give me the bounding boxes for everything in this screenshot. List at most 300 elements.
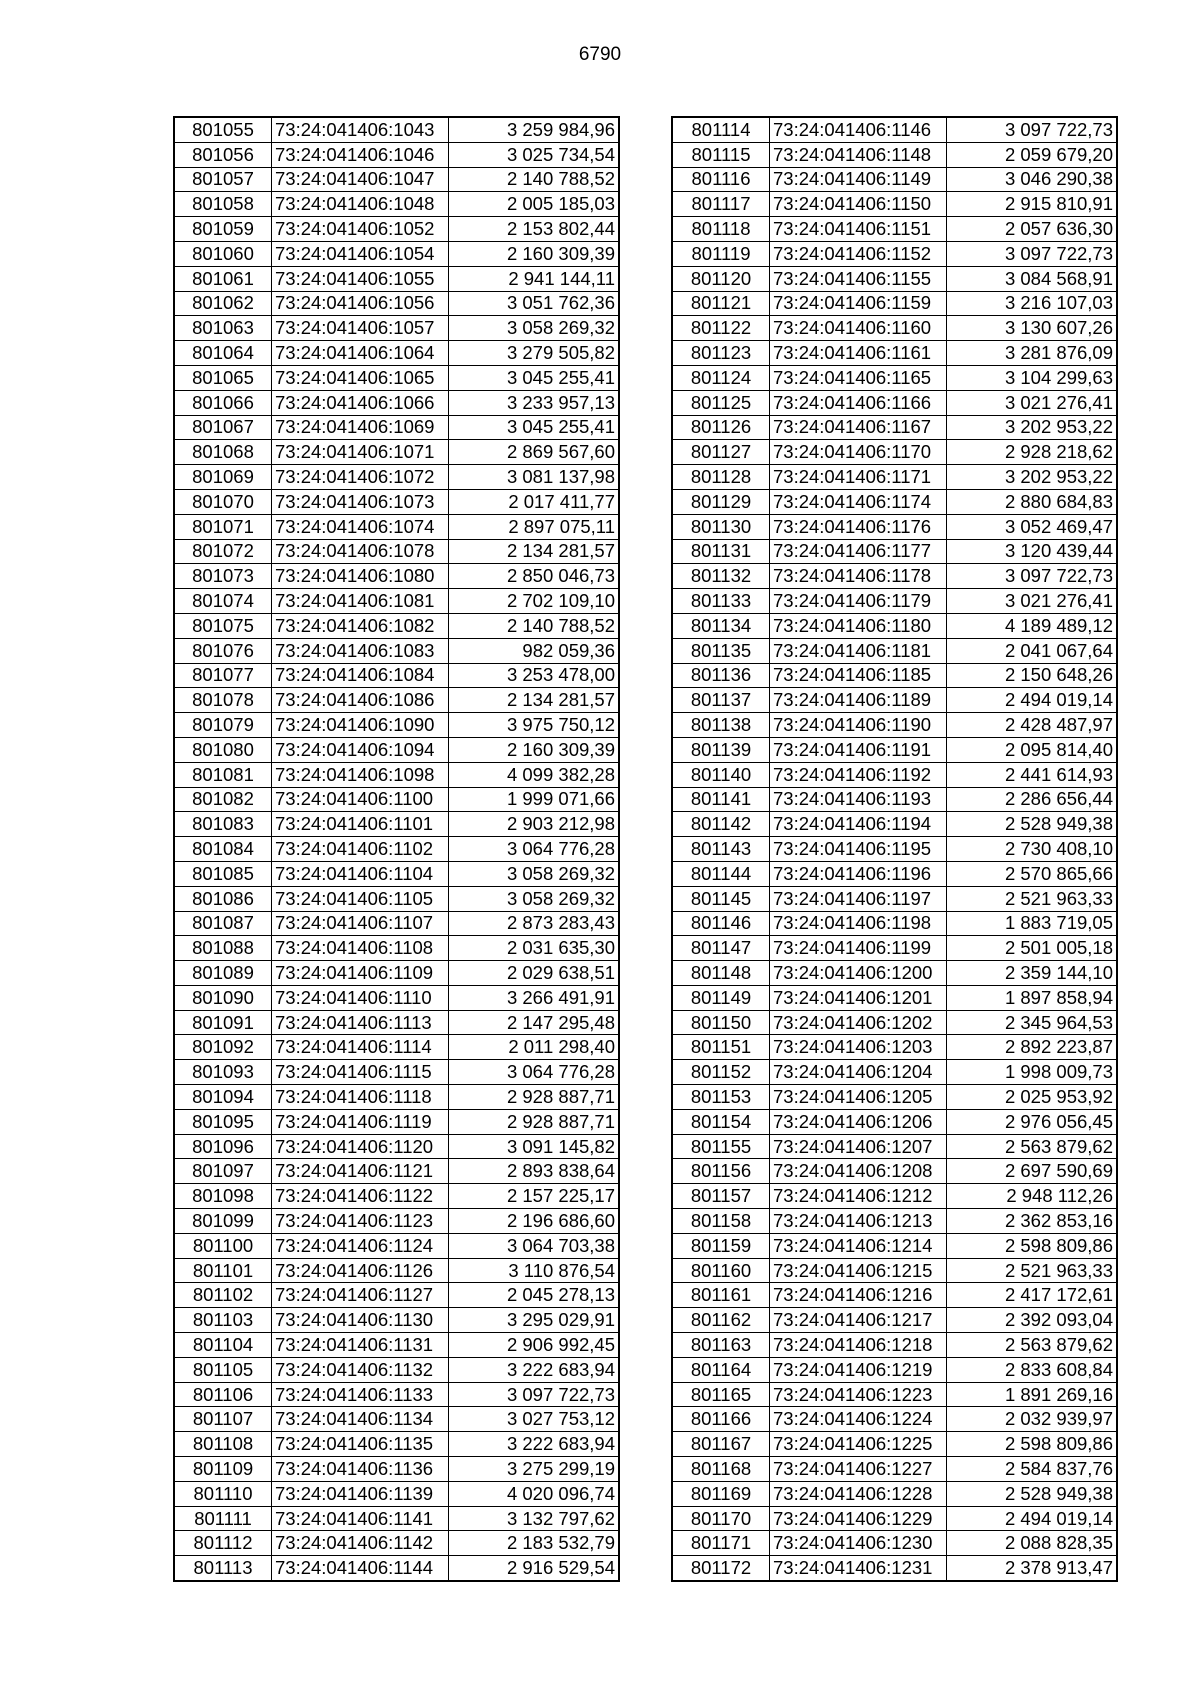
value-cell: 2 897 075,11 (449, 514, 620, 539)
table-row (174, 241, 619, 266)
table-row (672, 291, 1117, 316)
cadastral-number-cell: 73:24:041406:1133 (272, 1382, 449, 1407)
table-row (672, 713, 1117, 738)
row-number-cell: 801092 (174, 1035, 272, 1060)
value-cell: 2 976 056,45 (947, 1109, 1118, 1134)
cadastral-number-cell: 73:24:041406:1218 (770, 1333, 947, 1358)
value-cell: 3 295 029,91 (449, 1308, 620, 1333)
row-number-cell: 801137 (672, 688, 770, 713)
table-row (174, 489, 619, 514)
value-cell: 3 132 797,62 (449, 1506, 620, 1531)
cadastral-number-cell: 73:24:041406:1065 (272, 365, 449, 390)
table-row (174, 341, 619, 366)
value-cell: 3 081 137,98 (449, 465, 620, 490)
row-number-cell: 801068 (174, 440, 272, 465)
table-row (174, 142, 619, 167)
cadastral-number-cell: 73:24:041406:1141 (272, 1506, 449, 1531)
row-number-cell: 801121 (672, 291, 770, 316)
row-number-cell: 801161 (672, 1283, 770, 1308)
value-cell: 2 147 295,48 (449, 1010, 620, 1035)
cadastral-number-cell: 73:24:041406:1082 (272, 613, 449, 638)
cadastral-number-cell: 73:24:041406:1231 (770, 1556, 947, 1581)
table-row (174, 192, 619, 217)
value-cell: 3 266 491,91 (449, 985, 620, 1010)
row-number-cell: 801100 (174, 1233, 272, 1258)
value-cell: 2 095 814,40 (947, 737, 1118, 762)
row-number-cell: 801165 (672, 1382, 770, 1407)
row-number-cell: 801115 (672, 142, 770, 167)
table-row (174, 1556, 619, 1581)
value-cell: 3 216 107,03 (947, 291, 1118, 316)
row-number-cell: 801141 (672, 787, 770, 812)
cadastral-number-cell: 73:24:041406:1229 (770, 1506, 947, 1531)
table-row (174, 961, 619, 986)
cadastral-number-cell: 73:24:041406:1072 (272, 465, 449, 490)
table-row (174, 589, 619, 614)
value-cell: 2 031 635,30 (449, 936, 620, 961)
table-row (174, 117, 619, 142)
row-number-cell: 801064 (174, 341, 272, 366)
row-number-cell: 801105 (174, 1357, 272, 1382)
value-cell: 982 059,36 (449, 638, 620, 663)
row-number-cell: 801078 (174, 688, 272, 713)
value-cell: 3 084 568,91 (947, 266, 1118, 291)
row-number-cell: 801107 (174, 1407, 272, 1432)
row-number-cell: 801119 (672, 241, 770, 266)
value-cell: 3 097 722,73 (947, 241, 1118, 266)
row-number-cell: 801116 (672, 167, 770, 192)
table-row (174, 1060, 619, 1085)
row-number-cell: 801159 (672, 1233, 770, 1258)
row-number-cell: 801082 (174, 787, 272, 812)
table-row (672, 465, 1117, 490)
cadastral-number-cell: 73:24:041406:1064 (272, 341, 449, 366)
cadastral-number-cell: 73:24:041406:1201 (770, 985, 947, 1010)
table-row (174, 1258, 619, 1283)
table-row (174, 1233, 619, 1258)
table-row (672, 415, 1117, 440)
row-number-cell: 801130 (672, 514, 770, 539)
value-cell: 3 021 276,41 (947, 390, 1118, 415)
table-row (174, 514, 619, 539)
value-cell: 2 928 887,71 (449, 1085, 620, 1110)
table-row (672, 1184, 1117, 1209)
table-row (174, 787, 619, 812)
row-number-cell: 801055 (174, 117, 272, 142)
value-cell: 2 045 278,13 (449, 1283, 620, 1308)
value-cell: 2 196 686,60 (449, 1209, 620, 1234)
row-number-cell: 801071 (174, 514, 272, 539)
table-row (672, 1159, 1117, 1184)
cadastral-number-cell: 73:24:041406:1149 (770, 167, 947, 192)
row-number-cell: 801117 (672, 192, 770, 217)
value-cell: 2 521 963,33 (947, 886, 1118, 911)
table-row (672, 861, 1117, 886)
table-row (672, 1010, 1117, 1035)
cadastral-number-cell: 73:24:041406:1193 (770, 787, 947, 812)
table-row (672, 985, 1117, 1010)
row-number-cell: 801110 (174, 1481, 272, 1506)
row-number-cell: 801113 (174, 1556, 272, 1581)
row-number-cell: 801111 (174, 1506, 272, 1531)
cadastral-number-cell: 73:24:041406:1069 (272, 415, 449, 440)
cadastral-number-cell: 73:24:041406:1113 (272, 1010, 449, 1035)
table-row (672, 1357, 1117, 1382)
value-cell: 3 130 607,26 (947, 316, 1118, 341)
table-row (174, 737, 619, 762)
row-number-cell: 801058 (174, 192, 272, 217)
cadastral-number-cell: 73:24:041406:1105 (272, 886, 449, 911)
table-row (672, 762, 1117, 787)
table-row (174, 1010, 619, 1035)
row-number-cell: 801160 (672, 1258, 770, 1283)
row-number-cell: 801124 (672, 365, 770, 390)
cadastral-number-cell: 73:24:041406:1120 (272, 1134, 449, 1159)
value-cell: 2 183 532,79 (449, 1531, 620, 1556)
value-cell: 3 058 269,32 (449, 886, 620, 911)
cadastral-number-cell: 73:24:041406:1090 (272, 713, 449, 738)
row-number-cell: 801090 (174, 985, 272, 1010)
value-cell: 2 928 218,62 (947, 440, 1118, 465)
row-number-cell: 801070 (174, 489, 272, 514)
row-number-cell: 801057 (174, 167, 272, 192)
cadastral-number-cell: 73:24:041406:1098 (272, 762, 449, 787)
value-cell: 3 097 722,73 (947, 564, 1118, 589)
value-cell: 3 064 776,28 (449, 1060, 620, 1085)
value-cell: 3 021 276,41 (947, 589, 1118, 614)
row-number-cell: 801091 (174, 1010, 272, 1035)
value-cell: 2 948 112,26 (947, 1184, 1118, 1209)
table-row (174, 1333, 619, 1358)
row-number-cell: 801077 (174, 663, 272, 688)
value-cell: 2 893 838,64 (449, 1159, 620, 1184)
table-row (672, 1035, 1117, 1060)
cadastral-number-cell: 73:24:041406:1110 (272, 985, 449, 1010)
cadastral-number-cell: 73:24:041406:1046 (272, 142, 449, 167)
table-row (174, 1457, 619, 1482)
row-number-cell: 801154 (672, 1109, 770, 1134)
cadastral-number-cell: 73:24:041406:1104 (272, 861, 449, 886)
cadastral-number-cell: 73:24:041406:1109 (272, 961, 449, 986)
table-row (672, 117, 1117, 142)
cadastral-number-cell: 73:24:041406:1165 (770, 365, 947, 390)
cadastral-number-cell: 73:24:041406:1100 (272, 787, 449, 812)
row-number-cell: 801076 (174, 638, 272, 663)
row-number-cell: 801167 (672, 1432, 770, 1457)
row-number-cell: 801067 (174, 415, 272, 440)
value-cell: 1 883 719,05 (947, 911, 1118, 936)
row-number-cell: 801081 (174, 762, 272, 787)
cadastral-number-cell: 73:24:041406:1080 (272, 564, 449, 589)
cadastral-number-cell: 73:24:041406:1071 (272, 440, 449, 465)
row-number-cell: 801136 (672, 663, 770, 688)
row-number-cell: 801072 (174, 539, 272, 564)
table-row (174, 985, 619, 1010)
cadastral-number-cell: 73:24:041406:1228 (770, 1481, 947, 1506)
cadastral-number-cell: 73:24:041406:1107 (272, 911, 449, 936)
row-number-cell: 801066 (174, 390, 272, 415)
value-cell: 2 915 810,91 (947, 192, 1118, 217)
table-row (672, 837, 1117, 862)
value-cell: 2 730 408,10 (947, 837, 1118, 862)
table-row (174, 663, 619, 688)
row-number-cell: 801135 (672, 638, 770, 663)
value-cell: 2 869 567,60 (449, 440, 620, 465)
cadastral-number-cell: 73:24:041406:1148 (770, 142, 947, 167)
value-cell: 2 041 067,64 (947, 638, 1118, 663)
cadastral-number-cell: 73:24:041406:1178 (770, 564, 947, 589)
cadastral-number-cell: 73:24:041406:1081 (272, 589, 449, 614)
row-number-cell: 801061 (174, 266, 272, 291)
row-number-cell: 801140 (672, 762, 770, 787)
value-cell: 2 345 964,53 (947, 1010, 1118, 1035)
table-row (174, 812, 619, 837)
cadastral-number-cell: 73:24:041406:1144 (272, 1556, 449, 1581)
value-cell: 2 088 828,35 (947, 1531, 1118, 1556)
cadastral-number-cell: 73:24:041406:1171 (770, 465, 947, 490)
cadastral-number-cell: 73:24:041406:1206 (770, 1109, 947, 1134)
table-row (672, 192, 1117, 217)
table-row (672, 961, 1117, 986)
value-cell: 2 017 411,77 (449, 489, 620, 514)
cadastral-number-cell: 73:24:041406:1215 (770, 1258, 947, 1283)
cadastral-number-cell: 73:24:041406:1142 (272, 1531, 449, 1556)
value-cell: 2 880 684,83 (947, 489, 1118, 514)
cadastral-number-cell: 73:24:041406:1230 (770, 1531, 947, 1556)
value-cell: 4 020 096,74 (449, 1481, 620, 1506)
cadastral-number-cell: 73:24:041406:1131 (272, 1333, 449, 1358)
cadastral-number-cell: 73:24:041406:1124 (272, 1233, 449, 1258)
row-number-cell: 801145 (672, 886, 770, 911)
cadastral-number-cell: 73:24:041406:1185 (770, 663, 947, 688)
value-cell: 2 441 614,93 (947, 762, 1118, 787)
row-number-cell: 801098 (174, 1184, 272, 1209)
value-cell: 2 025 953,92 (947, 1085, 1118, 1110)
row-number-cell: 801089 (174, 961, 272, 986)
value-cell: 3 027 753,12 (449, 1407, 620, 1432)
table-row (174, 217, 619, 242)
cadastral-number-cell: 73:24:041406:1057 (272, 316, 449, 341)
row-number-cell: 801056 (174, 142, 272, 167)
data-table-right (671, 116, 1118, 1582)
row-number-cell: 801133 (672, 589, 770, 614)
row-number-cell: 801096 (174, 1134, 272, 1159)
table-row (672, 1060, 1117, 1085)
row-number-cell: 801139 (672, 737, 770, 762)
value-cell: 2 150 648,26 (947, 663, 1118, 688)
cadastral-number-cell: 73:24:041406:1084 (272, 663, 449, 688)
cadastral-number-cell: 73:24:041406:1189 (770, 688, 947, 713)
value-cell: 2 428 487,97 (947, 713, 1118, 738)
value-cell: 2 153 802,44 (449, 217, 620, 242)
table-row (174, 167, 619, 192)
value-cell: 2 140 788,52 (449, 613, 620, 638)
table-row (672, 737, 1117, 762)
value-cell: 2 378 913,47 (947, 1556, 1118, 1581)
value-cell: 2 134 281,57 (449, 539, 620, 564)
cadastral-number-cell: 73:24:041406:1083 (272, 638, 449, 663)
value-cell: 2 521 963,33 (947, 1258, 1118, 1283)
cadastral-number-cell: 73:24:041406:1115 (272, 1060, 449, 1085)
row-number-cell: 801118 (672, 217, 770, 242)
page-number: 6790 (578, 44, 622, 65)
table-row (672, 316, 1117, 341)
cadastral-number-cell: 73:24:041406:1102 (272, 837, 449, 862)
row-number-cell: 801084 (174, 837, 272, 862)
cadastral-number-cell: 73:24:041406:1159 (770, 291, 947, 316)
value-cell: 2 528 949,38 (947, 812, 1118, 837)
table-row (672, 886, 1117, 911)
value-cell: 3 097 722,73 (449, 1382, 620, 1407)
cadastral-number-cell: 73:24:041406:1108 (272, 936, 449, 961)
value-cell: 2 941 144,11 (449, 266, 620, 291)
value-cell: 3 253 478,00 (449, 663, 620, 688)
value-cell: 3 202 953,22 (947, 465, 1118, 490)
cadastral-number-cell: 73:24:041406:1121 (272, 1159, 449, 1184)
cadastral-number-cell: 73:24:041406:1179 (770, 589, 947, 614)
row-number-cell: 801123 (672, 341, 770, 366)
cadastral-number-cell: 73:24:041406:1119 (272, 1109, 449, 1134)
table-row (174, 564, 619, 589)
cadastral-number-cell: 73:24:041406:1073 (272, 489, 449, 514)
table-row (174, 638, 619, 663)
value-cell: 3 279 505,82 (449, 341, 620, 366)
table-row (672, 1481, 1117, 1506)
table-row (174, 886, 619, 911)
table-row (672, 217, 1117, 242)
value-cell: 3 091 145,82 (449, 1134, 620, 1159)
cadastral-number-cell: 73:24:041406:1219 (770, 1357, 947, 1382)
table-row (174, 837, 619, 862)
table-row (174, 1109, 619, 1134)
value-cell: 2 903 212,98 (449, 812, 620, 837)
cadastral-number-cell: 73:24:041406:1217 (770, 1308, 947, 1333)
row-number-cell: 801085 (174, 861, 272, 886)
value-cell: 2 005 185,03 (449, 192, 620, 217)
cadastral-number-cell: 73:24:041406:1198 (770, 911, 947, 936)
table-row (174, 266, 619, 291)
cadastral-number-cell: 73:24:041406:1174 (770, 489, 947, 514)
cadastral-number-cell: 73:24:041406:1177 (770, 539, 947, 564)
cadastral-number-cell: 73:24:041406:1216 (770, 1283, 947, 1308)
value-cell: 2 584 837,76 (947, 1457, 1118, 1482)
table-row (174, 1283, 619, 1308)
row-number-cell: 801079 (174, 713, 272, 738)
table-row (672, 589, 1117, 614)
row-number-cell: 801069 (174, 465, 272, 490)
table-row (672, 1531, 1117, 1556)
cadastral-number-cell: 73:24:041406:1181 (770, 638, 947, 663)
value-cell: 2 528 949,38 (947, 1481, 1118, 1506)
value-cell: 1 891 269,16 (947, 1382, 1118, 1407)
table-row (174, 1184, 619, 1209)
value-cell: 2 286 656,44 (947, 787, 1118, 812)
cadastral-number-cell: 73:24:041406:1152 (770, 241, 947, 266)
value-cell: 2 598 809,86 (947, 1233, 1118, 1258)
value-cell: 3 222 683,94 (449, 1432, 620, 1457)
table-row (174, 1134, 619, 1159)
row-number-cell: 801163 (672, 1333, 770, 1358)
value-cell: 2 417 172,61 (947, 1283, 1118, 1308)
table-row (174, 291, 619, 316)
row-number-cell: 801148 (672, 961, 770, 986)
table-row (672, 812, 1117, 837)
table-row (672, 142, 1117, 167)
value-cell: 3 058 269,32 (449, 861, 620, 886)
cadastral-number-cell: 73:24:041406:1196 (770, 861, 947, 886)
row-number-cell: 801152 (672, 1060, 770, 1085)
value-cell: 2 157 225,17 (449, 1184, 620, 1209)
cadastral-number-cell: 73:24:041406:1192 (770, 762, 947, 787)
cadastral-number-cell: 73:24:041406:1214 (770, 1233, 947, 1258)
row-number-cell: 801157 (672, 1184, 770, 1209)
row-number-cell: 801095 (174, 1109, 272, 1134)
table-row (174, 365, 619, 390)
value-cell: 2 833 608,84 (947, 1357, 1118, 1382)
table-row (174, 539, 619, 564)
value-cell: 2 501 005,18 (947, 936, 1118, 961)
value-cell: 2 392 093,04 (947, 1308, 1118, 1333)
row-number-cell: 801134 (672, 613, 770, 638)
value-cell: 3 120 439,44 (947, 539, 1118, 564)
table-row (672, 1333, 1117, 1358)
value-cell: 2 362 853,16 (947, 1209, 1118, 1234)
cadastral-number-cell: 73:24:041406:1135 (272, 1432, 449, 1457)
value-cell: 3 202 953,22 (947, 415, 1118, 440)
table-row (672, 613, 1117, 638)
cadastral-number-cell: 73:24:041406:1204 (770, 1060, 947, 1085)
row-number-cell: 801153 (672, 1085, 770, 1110)
cadastral-number-cell: 73:24:041406:1132 (272, 1357, 449, 1382)
table-row (174, 1531, 619, 1556)
row-number-cell: 801143 (672, 837, 770, 862)
table-row (174, 465, 619, 490)
value-cell: 1 999 071,66 (449, 787, 620, 812)
row-number-cell: 801112 (174, 1531, 272, 1556)
table-row (672, 638, 1117, 663)
table-row (672, 167, 1117, 192)
table-row (672, 564, 1117, 589)
value-cell: 3 064 703,38 (449, 1233, 620, 1258)
row-number-cell: 801074 (174, 589, 272, 614)
value-cell: 2 011 298,40 (449, 1035, 620, 1060)
value-cell: 2 494 019,14 (947, 1506, 1118, 1531)
row-number-cell: 801087 (174, 911, 272, 936)
table-row (672, 440, 1117, 465)
row-number-cell: 801114 (672, 117, 770, 142)
value-cell: 3 275 299,19 (449, 1457, 620, 1482)
cadastral-number-cell: 73:24:041406:1151 (770, 217, 947, 242)
table-row (672, 688, 1117, 713)
table-row (672, 1209, 1117, 1234)
cadastral-number-cell: 73:24:041406:1200 (770, 961, 947, 986)
value-cell: 4 189 489,12 (947, 613, 1118, 638)
row-number-cell: 801171 (672, 1531, 770, 1556)
row-number-cell: 801059 (174, 217, 272, 242)
value-cell: 2 928 887,71 (449, 1109, 620, 1134)
table-row (174, 1481, 619, 1506)
table-row (174, 1159, 619, 1184)
value-cell: 2 892 223,87 (947, 1035, 1118, 1060)
value-cell: 4 099 382,28 (449, 762, 620, 787)
table-row (174, 713, 619, 738)
table-row (174, 1432, 619, 1457)
cadastral-number-cell: 73:24:041406:1055 (272, 266, 449, 291)
table-row (174, 1035, 619, 1060)
cadastral-number-cell: 73:24:041406:1043 (272, 117, 449, 142)
value-cell: 3 097 722,73 (947, 117, 1118, 142)
cadastral-number-cell: 73:24:041406:1202 (770, 1010, 947, 1035)
